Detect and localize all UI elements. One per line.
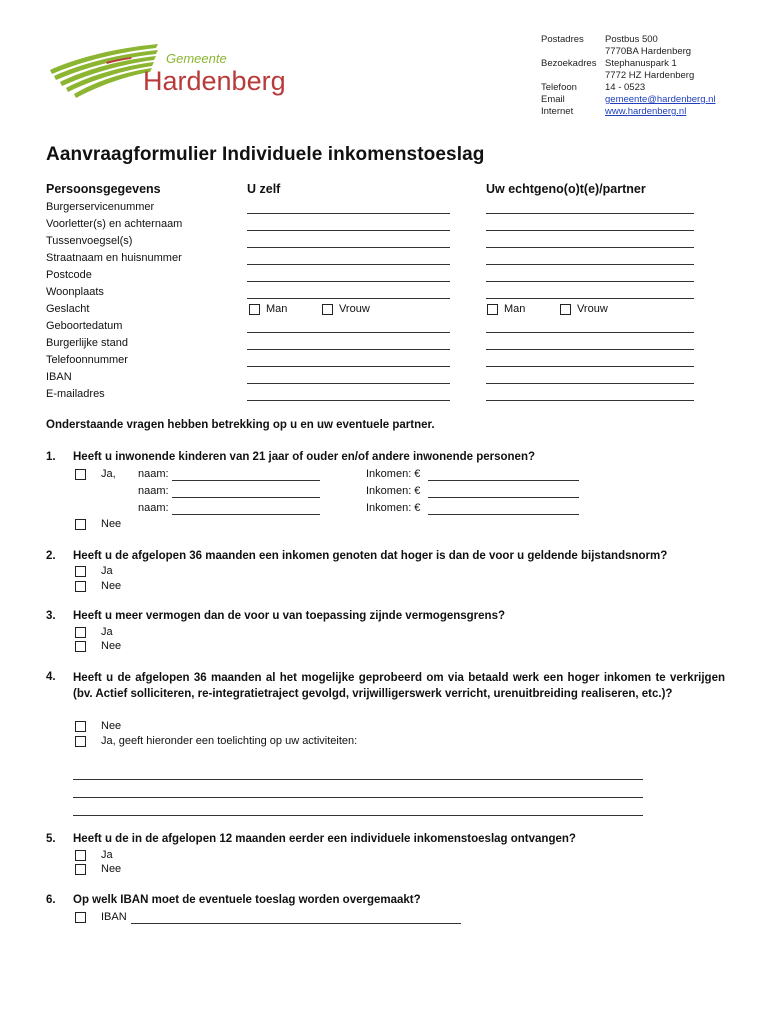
gemeente-hardenberg-logo: [46, 40, 291, 102]
gender-male-label: Man: [266, 303, 288, 315]
q1-income-line[interactable]: [428, 514, 579, 515]
contact-label: [541, 46, 605, 58]
contact-value: Postbus 500: [605, 34, 658, 45]
contact-value: 14 - 0523: [605, 82, 646, 93]
q4-no-checkbox[interactable]: [75, 721, 86, 732]
gender-female-label: Vrouw: [339, 303, 370, 315]
question-number: 1.: [46, 451, 56, 463]
field-label: Tussenvoegsel(s): [46, 235, 133, 247]
q1-yes-checkbox[interactable]: [75, 469, 86, 480]
website-link[interactable]: www.hardenberg.nl: [605, 106, 687, 117]
q6-iban-line[interactable]: [131, 923, 461, 924]
partner-input-line[interactable]: [486, 349, 694, 350]
question-number: 4.: [46, 671, 56, 683]
q4-explanation-line[interactable]: [73, 815, 643, 816]
question-number: 5.: [46, 833, 56, 845]
self-input-line[interactable]: [247, 230, 450, 231]
section-header-persoonsgegevens: Persoonsgegevens: [46, 182, 161, 196]
self-input-line[interactable]: [247, 213, 450, 214]
self-input-line[interactable]: [247, 332, 450, 333]
partner-input-line[interactable]: [486, 366, 694, 367]
field-label: Geslacht: [46, 303, 90, 315]
partner-input-line[interactable]: [486, 213, 694, 214]
q2-yes-label: Ja: [101, 565, 113, 577]
field-label: Burgerlijke stand: [46, 337, 128, 349]
gender-male-label: Man: [504, 303, 526, 315]
partner-input-line[interactable]: [486, 281, 694, 282]
logo-swoosh-icon: [46, 40, 291, 102]
q3-no-label: Nee: [101, 640, 122, 652]
partner-gender-male-checkbox[interactable]: [487, 304, 498, 315]
field-label: Woonplaats: [46, 286, 104, 298]
q4-explanation-line[interactable]: [73, 797, 643, 798]
partner-input-line[interactable]: [486, 247, 694, 248]
question-number: 3.: [46, 610, 56, 622]
q1-name-line[interactable]: [172, 514, 320, 515]
q1-income-label: Inkomen: €: [366, 485, 421, 497]
q5-yes-checkbox[interactable]: [75, 850, 86, 861]
contact-label: Bezoekadres: [541, 58, 597, 69]
self-input-line[interactable]: [247, 281, 450, 282]
question-number: 6.: [46, 894, 56, 906]
contact-value: 7772 HZ Hardenberg: [605, 70, 695, 81]
partner-input-line[interactable]: [486, 230, 694, 231]
contact-label: Telefoon: [541, 82, 577, 93]
q5-no-checkbox[interactable]: [75, 864, 86, 875]
contact-value: 7770BA Hardenberg: [605, 46, 692, 57]
contact-row: [541, 94, 716, 106]
contact-label: Postadres: [541, 34, 584, 45]
field-label: Telefoonnummer: [46, 354, 128, 366]
question-5-text: Heeft u de in de afgelopen 12 maanden eerder een individuele inkomenstoeslag ontvangen?: [73, 833, 576, 845]
field-label: IBAN: [46, 371, 72, 383]
q1-name-line[interactable]: [172, 497, 320, 498]
contact-block: [541, 34, 716, 118]
contact-row: [541, 82, 716, 94]
field-label: E-mailadres: [46, 388, 105, 400]
question-4-text: Heeft u de afgelopen 36 maanden al het mogelijke geprobeerd om via betaald werk een hoger inkomen te verkrijgen (bv. Actief solliciteren, re-integratietraject gevolgd, vrijwilligerswerk verricht, urenuitbreiding realiseren, etc.)?: [73, 672, 725, 700]
q1-income-line[interactable]: [428, 497, 579, 498]
self-gender-male-checkbox[interactable]: [249, 304, 260, 315]
self-input-line[interactable]: [247, 383, 450, 384]
q1-name-label: naam:: [138, 485, 169, 497]
question-6-text: Op welk IBAN moet de eventuele toeslag worden overgemaakt?: [73, 894, 421, 906]
question-number: 2.: [46, 550, 56, 562]
partner-input-line[interactable]: [486, 264, 694, 265]
q1-no-label: Nee: [101, 518, 122, 530]
logo-small-text: Gemeente: [166, 51, 227, 66]
q1-name-label: naam:: [138, 502, 169, 514]
contact-row: [541, 34, 716, 46]
contact-row: [541, 46, 716, 58]
field-label: Straatnaam en huisnummer: [46, 252, 182, 264]
q5-yes-label: Ja: [101, 849, 113, 861]
self-input-line[interactable]: [247, 264, 450, 265]
q1-name-label: naam:: [138, 468, 169, 480]
column-header-self: U zelf: [247, 182, 281, 196]
contact-row: [541, 58, 716, 70]
q4-explanation-line[interactable]: [73, 779, 643, 780]
contact-row: [541, 70, 716, 82]
partner-input-line[interactable]: [486, 400, 694, 401]
q3-no-checkbox[interactable]: [75, 641, 86, 652]
self-input-line[interactable]: [247, 298, 450, 299]
q1-income-label: Inkomen: €: [366, 502, 421, 514]
contact-row: [541, 106, 716, 118]
q4-yes-label: Ja, geeft hieronder een toelichting op uw activiteiten:: [101, 735, 358, 747]
question-3-text: Heeft u meer vermogen dan de voor u van toepassing zijnde vermogensgrens?: [73, 610, 505, 622]
q5-no-label: Nee: [101, 863, 122, 875]
partner-input-line[interactable]: [486, 383, 694, 384]
field-label: Voorletter(s) en achternaam: [46, 218, 183, 230]
self-input-line[interactable]: [247, 366, 450, 367]
questions-intro: Onderstaande vragen hebben betrekking op u en uw eventuele partner.: [46, 419, 435, 431]
question-1-text: Heeft u inwonende kinderen van 21 jaar of ouder en/of andere inwonende personen?: [73, 451, 535, 463]
field-label: Burgerservicenummer: [46, 201, 155, 213]
q3-yes-checkbox[interactable]: [75, 627, 86, 638]
email-link[interactable]: gemeente@hardenberg.nl: [605, 94, 716, 105]
logo-big-text: Hardenberg: [143, 66, 286, 96]
q2-no-label: Nee: [101, 580, 122, 592]
q6-iban-checkbox[interactable]: [75, 912, 86, 923]
q1-income-line[interactable]: [428, 480, 579, 481]
self-input-line[interactable]: [247, 349, 450, 350]
page-title: Aanvraagformulier Individuele inkomenstoeslag: [46, 144, 485, 165]
q2-yes-checkbox[interactable]: [75, 566, 86, 577]
q1-name-line[interactable]: [172, 480, 320, 481]
contact-label: Internet: [541, 106, 574, 117]
question-2-text: Heeft u de afgelopen 36 maanden een inkomen genoten dat hoger is dan de voor u geldende bijstandsnorm?: [73, 550, 668, 562]
self-gender-female-checkbox[interactable]: [322, 304, 333, 315]
q1-yes-label: Ja,: [101, 468, 116, 480]
contact-value: Stephanuspark 1: [605, 58, 677, 69]
field-label: Geboortedatum: [46, 320, 123, 332]
partner-gender-female-checkbox[interactable]: [560, 304, 571, 315]
partner-input-line[interactable]: [486, 298, 694, 299]
q4-yes-checkbox[interactable]: [75, 736, 86, 747]
contact-label: Email: [541, 94, 565, 105]
field-label: Postcode: [46, 269, 92, 281]
column-header-partner: Uw echtgeno(o)t(e)/partner: [486, 182, 646, 196]
q1-income-label: Inkomen: €: [366, 468, 421, 480]
q1-no-checkbox[interactable]: [75, 519, 86, 530]
q4-no-label: Nee: [101, 720, 122, 732]
self-input-line[interactable]: [247, 247, 450, 248]
q6-iban-label: IBAN: [101, 911, 127, 923]
gender-female-label: Vrouw: [577, 303, 608, 315]
self-input-line[interactable]: [247, 400, 450, 401]
q2-no-checkbox[interactable]: [75, 581, 86, 592]
partner-input-line[interactable]: [486, 332, 694, 333]
q3-yes-label: Ja: [101, 626, 113, 638]
contact-label: [541, 70, 605, 82]
